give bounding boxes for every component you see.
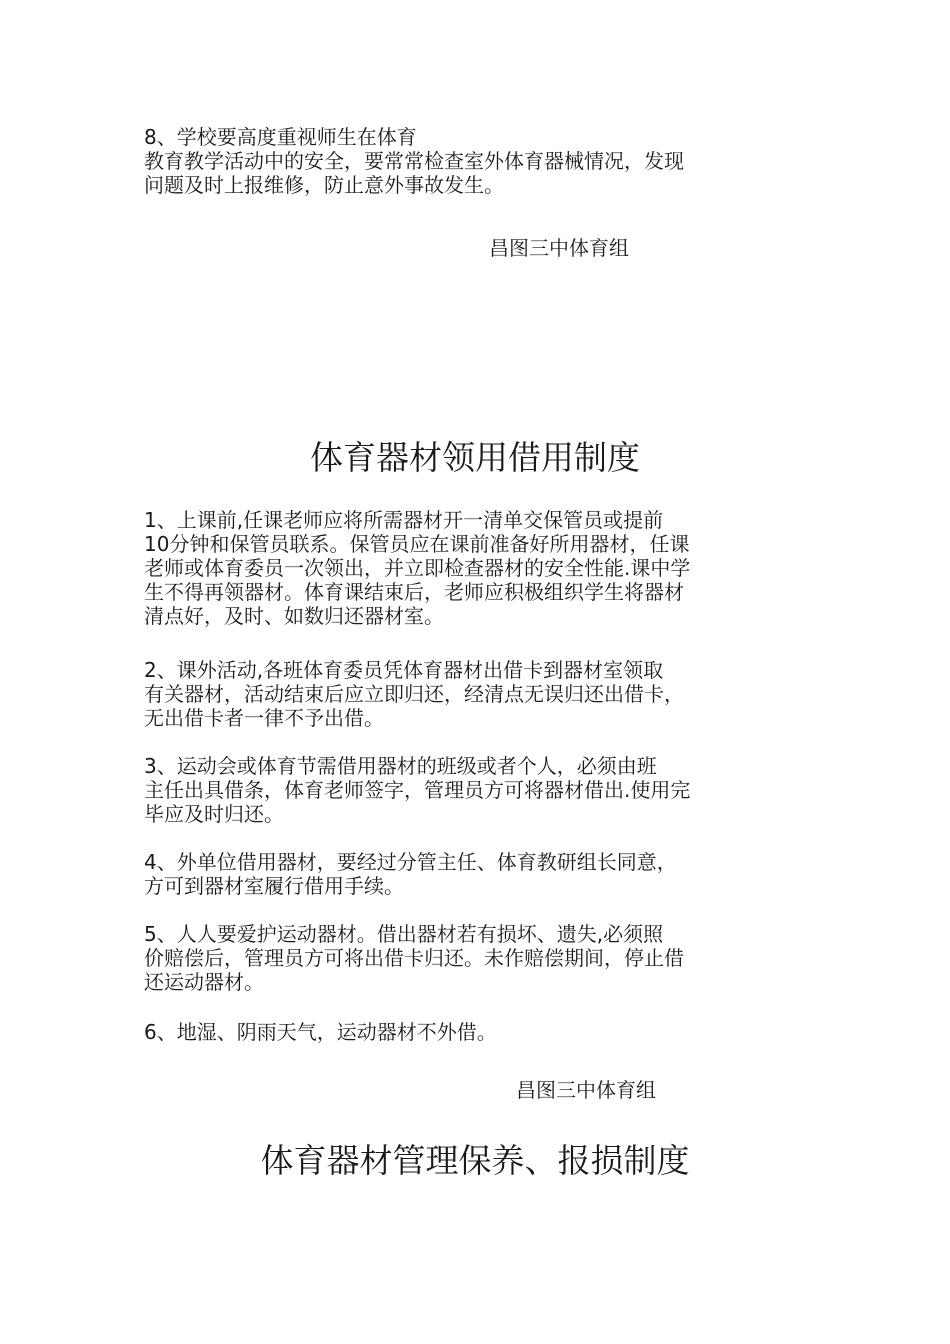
section-title-maintenance: 体育器材管理保养、报损制度 xyxy=(260,1141,690,1180)
paragraph-item-3: 3、运动会或体育节需借用器材的班级或者个人，必须由班 主任出具借条，体育老师签字，管理员方可将器材借出.使用完 毕应及时归还。 xyxy=(144,754,691,826)
paragraph-item-2: 2、课外活动,各班体育委员凭体育器材出借卡到器材室领取 有关器材，活动结束后应立即归还，经清点无误归还出借卡， 无出借卡者一律不予出借。 xyxy=(144,658,684,730)
signature-borrow: 昌图三中体育组 xyxy=(516,1078,656,1102)
signature-top: 昌图三中体育组 xyxy=(489,236,629,260)
paragraph-item-8: 8、学校要高度重视师生在体育 教育教学活动中的安全，要常常检查室外体育器械情况，发现 问题及时上报维修，防止意外事故发生。 xyxy=(144,125,684,197)
paragraph-item-1: 1、上课前,任课老师应将所需器材开一清单交保管员或提前 10分钟和保管员联系。保管员应在课前准备好所用器材，任课 老师或体育委员一次领出，并立即检查器材的安全性能.课中学 生不得再领器材。体育课结束后，老师应积极组织学生将器材 清点好，及时、如数归还器材室。 xyxy=(144,508,691,628)
section-title-borrow: 体育器材领用借用制度 xyxy=(310,438,640,477)
paragraph-item-4: 4、外单位借用器材，要经过分管主任、体育教研组长同意， 方可到器材室履行借用手续。 xyxy=(144,850,677,898)
paragraph-item-5: 5、人人要爱护运动器材。借出器材若有损坏、遗失,必须照 价赔偿后，管理员方可将出借卡归还。未作赔偿期间，停止借 还运动器材。 xyxy=(144,922,684,994)
paragraph-item-6: 6、地湿、阴雨天气，运动器材不外借。 xyxy=(144,1020,497,1044)
